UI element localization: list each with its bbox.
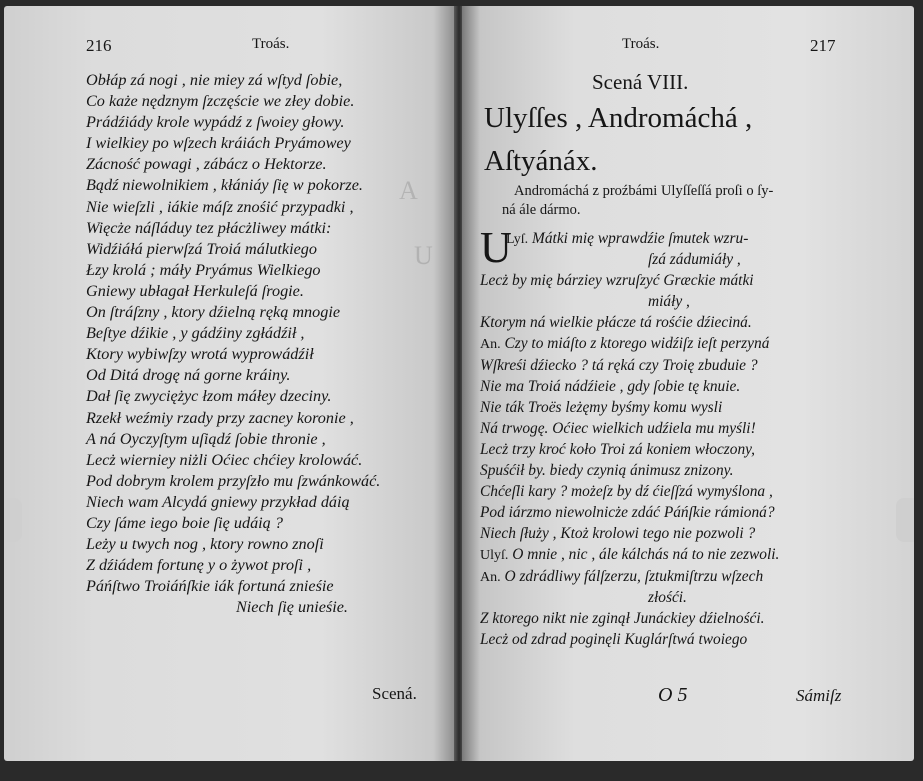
right-page [462,6,914,761]
verse-line: I wielkiey po wſzech kráiách Pryámowey [86,134,351,153]
dialogue-line [480,228,888,249]
page-number: 216 [86,36,112,55]
speaker-label: Ulyſ. [480,548,509,564]
verse-line: Zácność powagi , zábácz o Hektorze. [86,155,327,174]
dialogue-line [480,355,888,376]
signature-mark: O 5 [658,684,688,706]
cast-line: Ulyſſes , Andromáchá , [484,102,753,134]
dialogue-text: ſzá zádumiáły , [648,251,741,269]
dialogue-text: Wſkreśi dźiecko ? tá ręká czy Troię zbuduie ? [480,356,758,374]
verse-line: Prádźiády krole wypádź z ſwoiey głowy. [86,113,345,132]
dialogue-block [480,223,888,650]
dialogue-text: O zdrádliwy fálſzerzu, ſztukmiſtrzu wſzech [504,567,764,585]
dialogue-text: Spuśćił by. biedy czynią ánimusz znizony. [480,462,734,480]
verse-line: Co każe nędznym ſzczęście we złey dobie. [86,92,355,111]
dialogue-line [480,460,888,481]
verse-line: Beſtye dźikie , y gádźiny zgłádźił , [86,324,305,343]
verse-line: Bądź niewolnikiem , kłániáy ſię w pokorze. [86,176,363,195]
verse-line: Lecż wierniey niżli Oćiec chćiey krolowáć. [86,450,363,469]
dialogue-line [480,333,888,354]
verse-line: Páńſtwo Troiáńſkie iák fortuná znieśie [86,577,334,596]
verse-line: Gniewy ubłagał Herkuleſá ſrogie. [86,281,304,300]
verse-line: Nie wieſzli , iákie máſz znośić przypadki , [86,197,354,216]
show-through: U [414,241,433,270]
dialogue-line [480,249,888,270]
dialogue-text: miáły , [648,293,690,311]
verse-line: Pod dobrym krolem przyſzło mu ſzwánkowáć. [86,471,381,490]
speaker-label: Lyſ. [506,232,529,247]
verse-line: Łzy krolá ; máły Pryámus Wielkiego [86,260,321,279]
verse-line-indented: Niech ſię unieśie. [236,598,348,617]
dialogue-line [480,291,888,312]
running-head: Troás. [252,36,290,52]
dialogue-text: Chćeſli kary ? możeſz by dź ćieſſzá wymyślona , [480,483,773,501]
dialogue-line [480,439,888,460]
dialogue-line [480,376,888,397]
dialogue-line [480,481,888,502]
dialogue-text: Lecż by mię bárziey wzruſzyć Græckie mátki [480,272,754,290]
dialogue-text: Nie ták Troës leżęmy byśmy komu wysli [480,398,723,416]
verse-line: Czy ſáme iego boie ſię udáią ? [86,513,283,532]
drop-initial: U [480,223,512,272]
dialogue-text: Z ktorego nikt nie zginął Junáckiey dźielnośći. [480,609,765,627]
speaker-label: An. [480,569,501,585]
running-head: Troás. [622,36,660,52]
dialogue-text: Pod iárzmo niewolnicże zdáć Páńſkie rámioná? [480,504,775,522]
scene-title: Scená VIII. [592,70,689,94]
speaker-label: An. [480,337,501,353]
page-number: 217 [810,36,836,55]
dialogue-text: O mnie , nic , ále kálchás ná to nie zezwoli. [512,546,780,564]
verse-line: Rzekł weźmiy rzady przy zacney koronie , [86,408,354,427]
dialogue-text: Lecż trzy kroć koło Troi zá koniem włoczony, [480,440,756,458]
cast-line: Aſtyánáx. [484,145,598,177]
verse-line: Leży u twych nog , ktory rowno znoſi [86,535,324,554]
dialogue-line [480,629,888,650]
left-page [4,6,456,761]
verse-line: Dał ſię zwyciężyc łzom máłey dzeciny. [86,387,332,406]
verse-line: Widźiáłá pierwſzá Troiá málutkiego [86,239,317,258]
page-clip-right [896,498,914,542]
verse-line: On ſtráſzny , ktory dźielną ręką mnogie [86,303,341,322]
dialogue-line [480,502,888,523]
verse-line: Obłáp zá nogi , nie miey zá wſtyd ſobie, [86,71,343,89]
verse-line: Od Ditá drogę ná gorne kráiny. [86,366,291,385]
argument-line: Andromáchá z proźbámi Ulyſſeſſá proſi o ſy- [514,183,774,199]
dialogue-line [480,608,888,629]
dialogue-text: Mátki mię wprawdźie ſmutek wzru- [532,230,749,247]
verse-line: A ná Oyczyſtym uſiądź ſobie thronie , [86,429,326,448]
dialogue-line [480,544,888,565]
dialogue-line [480,523,888,544]
dialogue-text: Ktorym ná wielkie płácze tá rośćie dźieciná. [480,314,752,332]
show-through: A [399,176,418,205]
dialogue-line [480,270,888,291]
verse-line: Niech wam Alcydá gniewy przykład dáią [86,492,350,511]
dialogue-text: Nie ma Troiá nádźieie , gdy ſobie tę knuie. [480,377,741,395]
catchword: Scená. [372,684,417,703]
dialogue-text: Lecż od zdrad poginęli Kuglárſtwá twoiego [480,630,748,648]
dialogue-text: złośći. [648,588,687,606]
scene-argument [502,182,882,220]
verse-line: Więcże náſláduy tez płácżliwey mátki: [86,218,332,237]
dialogue-text: Niech ſłuży , Ktoż krolowi tego nie pozwoli ? [480,525,756,543]
verse-block [86,70,446,618]
page-clip-left [4,498,22,542]
dialogue-line [480,418,888,439]
dialogue-line [480,312,888,333]
verse-line: Z dźiádem fortunę y o żywot proſi , [86,556,312,575]
dialogue-text: Ná trwogę. Oćiec wielkich udźiela mu myśli! [480,419,756,437]
dialogue-line [480,397,888,418]
dialogue-line [480,587,888,608]
dialogue-line [480,566,888,587]
argument-line: ná ále dármo. [502,202,581,218]
catchword: Sámiſz [796,686,842,705]
dialogue-text: Czy to miáſto z ktorego widźiſz ieſt perzyná [504,335,770,353]
verse-line: Ktory wybiwſzy wrotá wyprowádźił [86,345,314,364]
